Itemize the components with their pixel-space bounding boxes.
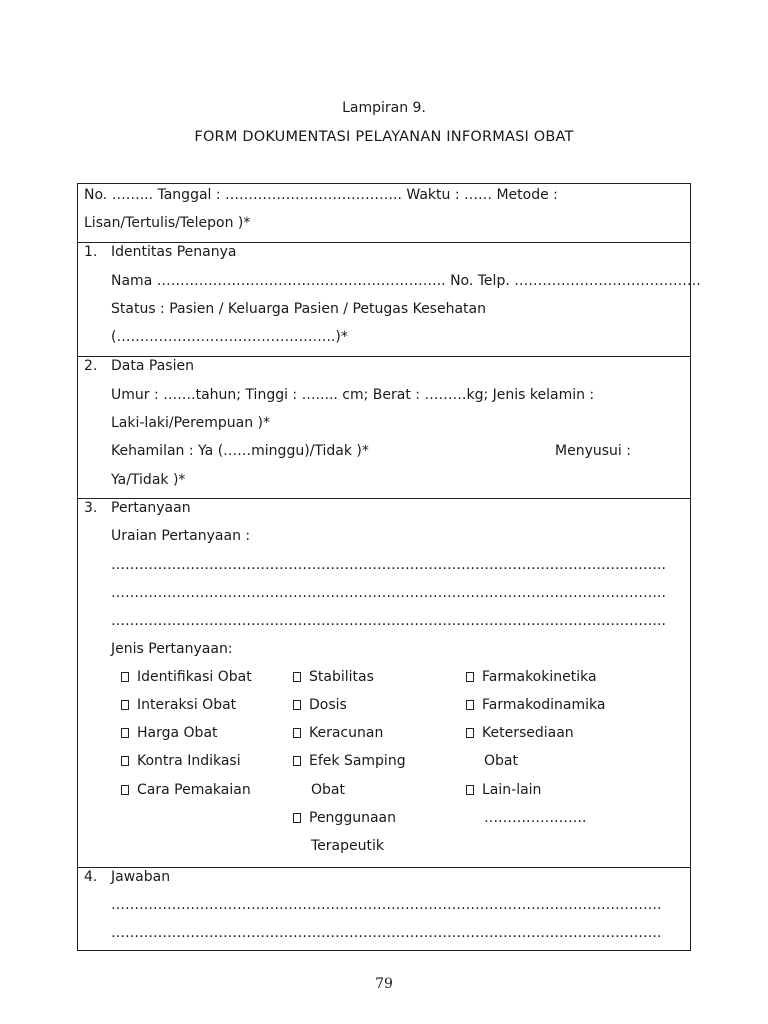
option-penggunaan[interactable]: Penggunaan bbox=[293, 808, 396, 828]
option-efek-samping-cont: Obat bbox=[311, 782, 345, 798]
option-efek-samping[interactable]: Efek Samping bbox=[293, 751, 406, 771]
checkbox-icon[interactable] bbox=[466, 785, 474, 795]
section-data-pasien bbox=[78, 356, 690, 499]
option-kontra-indikasi[interactable]: Kontra Indikasi bbox=[121, 751, 241, 771]
section-heading: Jawaban bbox=[111, 869, 171, 885]
section-identitas-penanya bbox=[78, 242, 701, 357]
section-heading: Identitas Penanya bbox=[111, 244, 237, 260]
menyusui-value: Ya/Tidak )* bbox=[111, 472, 186, 488]
option-lain-lain-blank: …………………. bbox=[484, 810, 587, 826]
section-heading: Data Pasien bbox=[111, 358, 194, 374]
jenis-pertanyaan-label: Jenis Pertanyaan: bbox=[111, 641, 233, 657]
option-farmakodinamika[interactable]: Farmakodinamika bbox=[466, 695, 605, 715]
form-title: FORM DOKUMENTASI PELAYANAN INFORMASI OBAT bbox=[194, 129, 574, 145]
menyusui-label: Menyusui : bbox=[555, 443, 631, 459]
option-penggunaan-cont: Terapeutik bbox=[311, 838, 384, 854]
option-cara-pemakaian[interactable]: Cara Pemakaian bbox=[121, 780, 251, 800]
status-line: Status : Pasien / Keluarga Pasien / Petugas Kesehatan bbox=[111, 301, 486, 317]
page-number: 79 bbox=[375, 976, 393, 992]
dotted-line: ………………………………………………………………………………………………………. bbox=[111, 897, 662, 913]
metode-options-line: Lisan/Tertulis/Telepon )* bbox=[84, 215, 251, 231]
kehamilan-line: Kehamilan : Ya (……minggu)/Tidak )* bbox=[111, 443, 369, 459]
status-other-line: (………………………………………..)* bbox=[111, 329, 348, 345]
uraian-label: Uraian Pertanyaan : bbox=[111, 528, 251, 544]
option-keracunan[interactable]: Keracunan bbox=[293, 723, 383, 743]
section-number: 1. bbox=[84, 244, 98, 260]
section-pertanyaan bbox=[78, 498, 690, 868]
checkbox-icon[interactable] bbox=[121, 728, 129, 738]
section-heading: Pertanyaan bbox=[111, 500, 191, 516]
no-tanggal-waktu-line: No. ……... Tanggal : ……………………………….. Waktu : …… Metode : bbox=[84, 187, 558, 203]
checkbox-icon[interactable] bbox=[466, 728, 474, 738]
section-jawaban bbox=[78, 867, 690, 950]
lampiran-label: Lampiran 9. bbox=[342, 100, 426, 116]
checkbox-icon[interactable] bbox=[293, 728, 301, 738]
option-harga-obat[interactable]: Harga Obat bbox=[121, 723, 218, 743]
option-farmakokinetika[interactable]: Farmakokinetika bbox=[466, 667, 597, 687]
header-row bbox=[78, 184, 690, 243]
checkbox-icon[interactable] bbox=[466, 700, 474, 710]
checkbox-icon[interactable] bbox=[293, 756, 301, 766]
checkbox-icon[interactable] bbox=[293, 813, 301, 823]
form-table bbox=[77, 183, 701, 951]
section-number: 3. bbox=[84, 500, 98, 516]
option-interaksi-obat[interactable]: Interaksi Obat bbox=[121, 695, 236, 715]
jenis-kelamin-line: Laki-laki/Perempuan )* bbox=[111, 415, 270, 431]
checkbox-icon[interactable] bbox=[293, 672, 301, 682]
checkbox-icon[interactable] bbox=[121, 756, 129, 766]
dotted-line: ……………………………………………………………………………………………………….. bbox=[111, 557, 666, 573]
option-ketersediaan[interactable]: Ketersediaan bbox=[466, 723, 574, 743]
checkbox-icon[interactable] bbox=[121, 672, 129, 682]
option-lain-lain[interactable]: Lain-lain bbox=[466, 780, 541, 800]
nama-telp-line: Nama …………………………………………………….. No. Telp. …………………………………. bbox=[111, 273, 701, 289]
dotted-line: ……………………………………………………………………………………………………….. bbox=[111, 613, 666, 629]
section-number: 4. bbox=[84, 869, 98, 885]
checkbox-icon[interactable] bbox=[121, 700, 129, 710]
option-dosis[interactable]: Dosis bbox=[293, 695, 347, 715]
option-ketersediaan-cont: Obat bbox=[484, 753, 518, 769]
dotted-line: ………………………………………………………………………………………………………. bbox=[111, 925, 662, 941]
dotted-line: ……………………………………………………………………………………………………….. bbox=[111, 585, 666, 601]
option-identifikasi-obat[interactable]: Identifikasi Obat bbox=[121, 667, 252, 687]
section-number: 2. bbox=[84, 358, 98, 374]
umur-tinggi-berat-line: Umur : …….tahun; Tinggi : …..... cm; Berat : ………kg; Jenis kelamin : bbox=[111, 387, 595, 403]
option-stabilitas[interactable]: Stabilitas bbox=[293, 667, 374, 687]
checkbox-icon[interactable] bbox=[121, 785, 129, 795]
checkbox-icon[interactable] bbox=[466, 672, 474, 682]
checkbox-icon[interactable] bbox=[293, 700, 301, 710]
